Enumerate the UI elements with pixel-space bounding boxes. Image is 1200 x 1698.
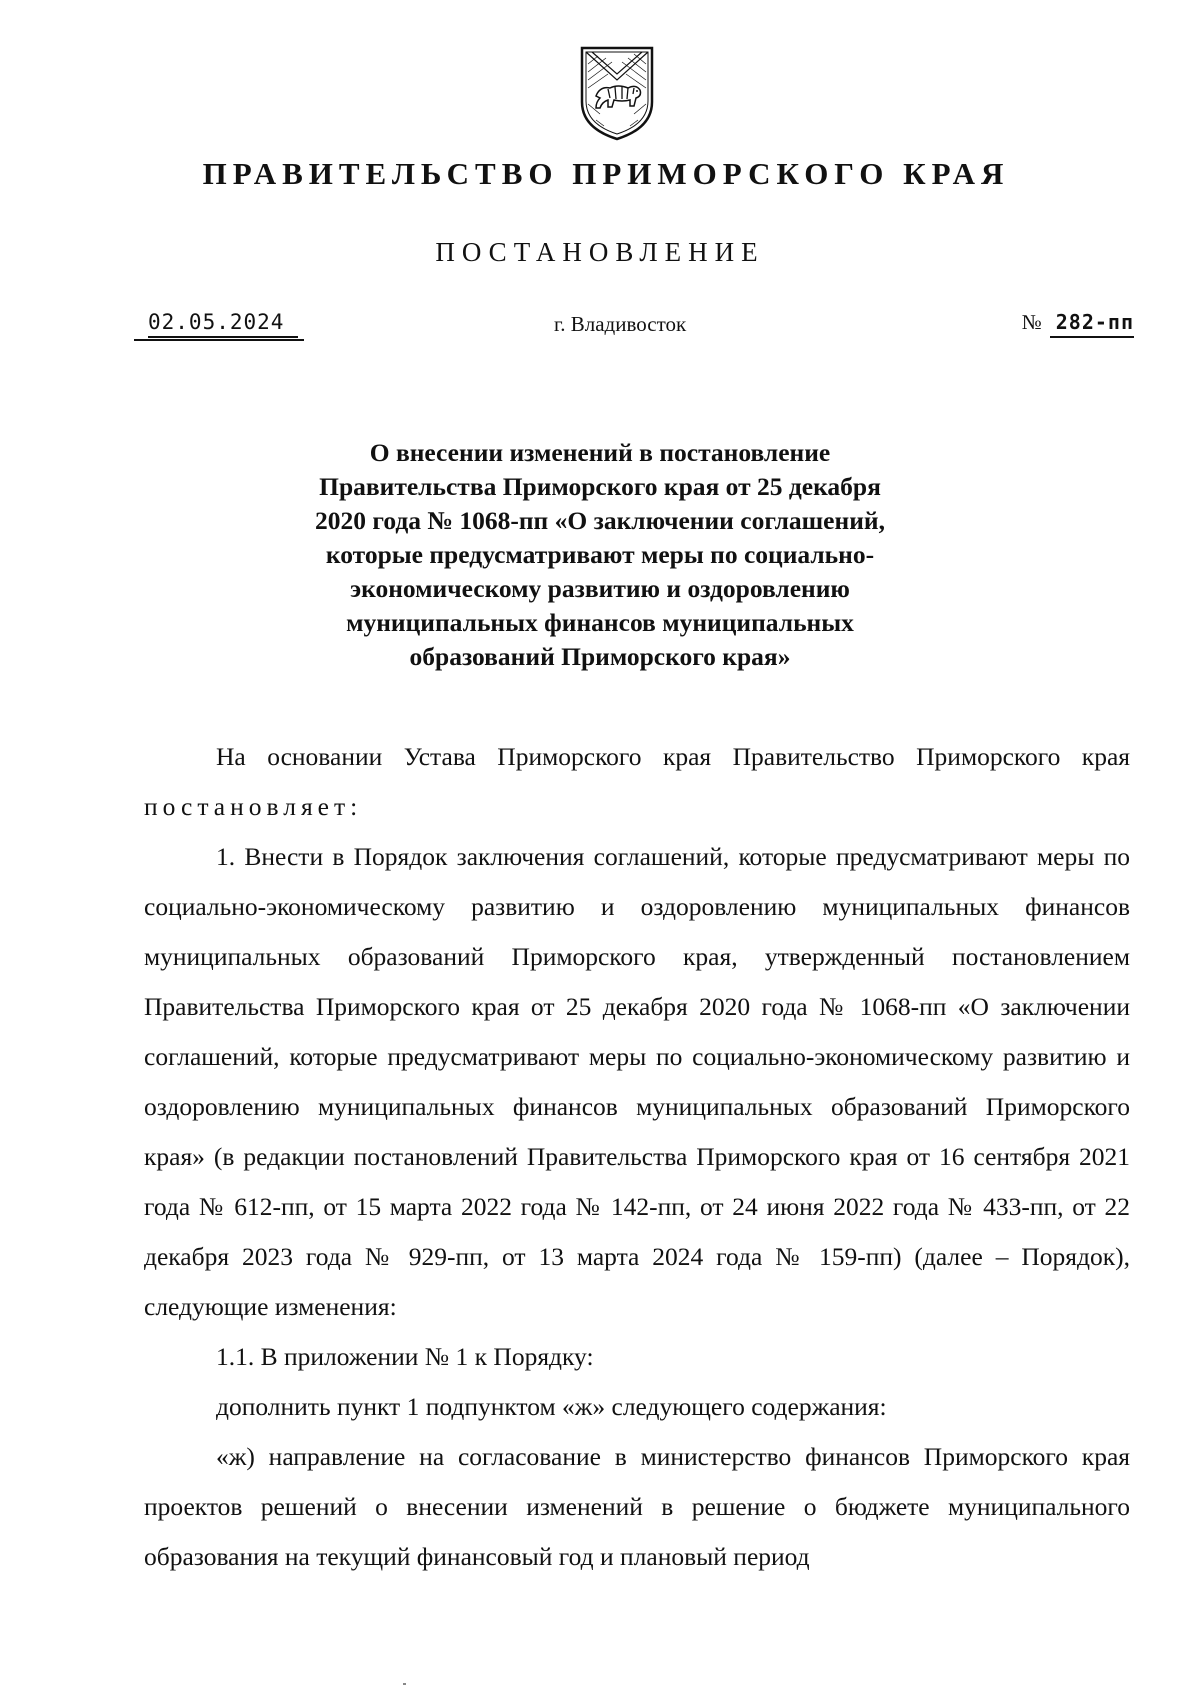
title-line: О внесении изменений в постановление (369, 438, 831, 467)
scan-speck (403, 1683, 406, 1685)
paragraph-1-1-quote: «ж) направление на согласование в министерство финансов Приморского края проектов решений о внесении изменений в решение о бюджете муниципального образования на текущий финансовый год и плановый период (144, 1442, 1130, 1571)
coat-of-arms-icon (578, 44, 656, 142)
document-date: 02.05.2024 (148, 310, 298, 338)
paragraph-1-1-amend: дополнить пункт 1 подпунктом «ж» следующего содержания: (216, 1392, 887, 1421)
document-number (1022, 310, 1134, 335)
paragraph-1: 1. Внести в Порядок заключения соглашений, которые предусматривают меры по социально-экономическому развитию и оздоровлению муниципальных финансов муниципальных образований Приморского края, утвержденный постановлением Правительства Приморского края от 25 декабря 2020 года № 1068-пп «О заключении соглашений, которые предусматривают меры по социально-экономическому развитию и оздоровлению муниципальных финансов муниципальных образований Приморского края» (в редакции постановлений Правительства Приморского края от 16 сентября 2021 года № 612-пп, от 15 марта 2022 года № 142-пп, от 24 июня 2022 года № 433-пп, от 22 декабря 2023 года № 929-пп, от 13 марта 2024 года № 159-пп) (далее – Порядок), следующие изменения: (144, 842, 1130, 1321)
title-line: образований Приморского края» (409, 642, 791, 671)
number-label: № (1021, 310, 1042, 334)
title-line: 2020 года № 1068-пп «О заключении соглашений, (315, 506, 885, 535)
title-line: Правительства Приморского края от 25 декабря (319, 472, 881, 501)
title-line: экономическому развитию и оздоровлению (350, 574, 850, 603)
number-value: 282-пп (1050, 310, 1134, 338)
paragraph-1-1: 1.1. В приложении № 1 к Порядку: (216, 1342, 594, 1371)
decree-word: постановляет: (144, 792, 363, 821)
date-underline (134, 339, 304, 341)
document-type: ПОСТАНОВЛЕНИЕ (435, 237, 765, 267)
government-name: ПРАВИТЕЛЬСТВО ПРИМОРСКОГО КРАЯ (202, 156, 1010, 191)
preamble-paragraph (144, 732, 1130, 832)
document-meta (134, 310, 1134, 350)
document-title (250, 436, 950, 674)
title-line: которые предусматривают меры по социально- (325, 540, 875, 569)
document-body (144, 732, 1130, 1582)
document-city: г. Владивосток (554, 312, 687, 336)
title-line: муниципальных финансов муниципальных (346, 608, 854, 637)
preamble-text: На основании Устава Приморского края Правительство Приморского края (216, 742, 1130, 771)
